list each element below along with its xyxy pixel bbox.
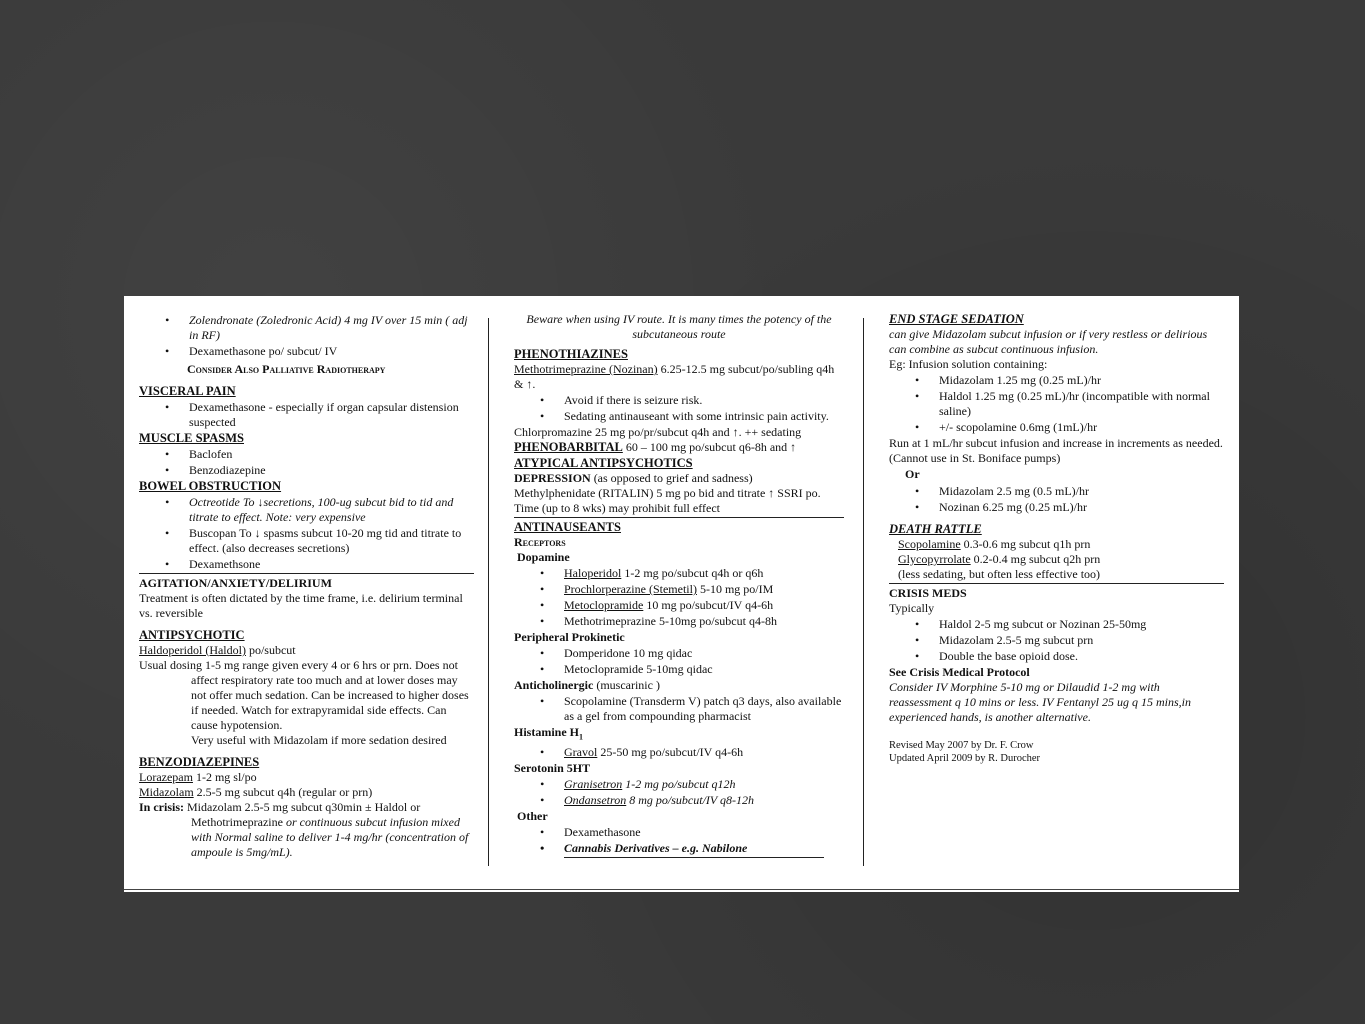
list-item: • Dexamethsone bbox=[189, 557, 474, 572]
list-item: • Double the base opioid dose. bbox=[939, 649, 1224, 664]
list-item: • Dexamethasone po/ subcut/ IV bbox=[189, 344, 474, 359]
glycopyrrolate-name: Glycopyrrolate bbox=[898, 552, 971, 566]
list-item bbox=[564, 566, 844, 581]
crisis-typically: Typically bbox=[889, 601, 935, 615]
lorazepam-line bbox=[139, 770, 474, 785]
gravol-name: Gravol bbox=[564, 745, 598, 760]
drug-dose: 8 mg po/subcut/IV q8-12h bbox=[626, 793, 755, 808]
crisis-list bbox=[889, 617, 1224, 664]
crisis-meds-heading: CRISIS MEDS bbox=[889, 586, 967, 600]
list-item: • Buscopan To ↓ spasms subcut 10-20 mg tid and titrate to effect. (also decreases secretions) bbox=[189, 526, 474, 556]
gravol-dose: 25-50 mg po/subcut/IV q4-6h bbox=[597, 745, 744, 760]
muscle-spasms-heading: MUSCLE SPASMS bbox=[139, 431, 244, 445]
list-item bbox=[564, 598, 844, 613]
crisis-text: Midazolam 2.5-5 mg subcut q30min ± Haldol or Methotrimeprazine bbox=[184, 800, 421, 829]
drug-dose: 10 mg po/subcut/IV q4-6h bbox=[643, 598, 774, 612]
sedation-list-2 bbox=[889, 484, 1224, 515]
divider bbox=[889, 583, 1224, 584]
nozinan-dose: 6.25-12.5 mg subcut/po/subling q4h & ↑. bbox=[514, 362, 835, 391]
drug-dose: Methotrimeprazine 5-10mg po/subcut q4-8h bbox=[564, 614, 777, 628]
phenobarbital-line bbox=[514, 440, 844, 455]
serotonin-label: Serotonin 5HT bbox=[514, 761, 591, 776]
depression-heading: DEPRESSION bbox=[514, 471, 591, 485]
visceral-list bbox=[139, 400, 474, 430]
updated-note: Updated April 2009 by R. Durocher bbox=[889, 753, 1041, 764]
midazolam-line bbox=[139, 785, 474, 800]
sedation-list bbox=[889, 373, 1224, 435]
glycopyrrolate-dose: 0.2-0.4 mg subcut q2h prn bbox=[970, 552, 1101, 566]
antipsychotic-heading: ANTIPSYCHOTIC bbox=[139, 628, 245, 642]
list-item bbox=[564, 614, 844, 629]
list-item: • Nozinan 6.25 mg (0.25 mL)/hr bbox=[939, 500, 1224, 515]
haldol-name: Haldoperidol (Haldol) bbox=[139, 643, 246, 657]
crisis-italic: or continuous subcut infusion mixed with Normal saline to deliver 1-4 mg/hr (concentration of ampoule is 5mg/mL). bbox=[191, 815, 469, 859]
drug-name: Haloperidol bbox=[564, 566, 622, 580]
list-item: • Scopolamine (Transderm V) patch q3 days, also available as a gel from compounding pharmacist bbox=[564, 694, 844, 724]
crisis-line bbox=[139, 800, 474, 860]
phenothiazines-list bbox=[514, 393, 844, 424]
depression-text: Methylphenidate (RITALIN) 5 mg po bid and titrate ↑ SSRI po. Time (up to 8 wks) may prohibit full effect bbox=[514, 486, 821, 515]
nozinan-line bbox=[514, 362, 844, 392]
list-item: • Dexamethasone - especially if organ capsular distension suspected bbox=[189, 400, 474, 430]
list-item: • +/- scopolamine 0.6mg (1mL)/hr bbox=[939, 420, 1224, 435]
histamine-label bbox=[514, 725, 844, 744]
sedation-eg: Eg: Infusion solution containing: bbox=[889, 357, 1048, 371]
drug-dose: 5-10 mg po/IM bbox=[696, 582, 774, 596]
other-list bbox=[514, 825, 824, 858]
spacer bbox=[889, 725, 1224, 739]
chlorpromazine-line: Chlorpromazine 25 mg po/pr/subcut q4h and ↑. ++ sedating bbox=[514, 425, 802, 439]
drug-name: Ondansetron bbox=[564, 793, 627, 808]
list-item: • Zolendronate (Zoledronic Acid) 4 mg IV over 15 min ( adj in RF) bbox=[189, 313, 474, 343]
depression-note: (as opposed to grief and sadness) bbox=[590, 471, 753, 485]
scopolamine-line bbox=[889, 537, 1224, 552]
muscle-list bbox=[139, 447, 474, 478]
depression-line bbox=[514, 471, 844, 486]
list-item bbox=[564, 745, 844, 760]
column-divider bbox=[488, 318, 489, 866]
benzodiazepines-heading: BENZODIAZEPINES bbox=[139, 755, 260, 769]
histamine-list bbox=[514, 745, 844, 760]
agitation-text: Treatment is often dictated by the time frame, i.e. delirium terminal vs. reversible bbox=[139, 591, 463, 620]
iv-route-warning: Beware when using IV route. It is many times the potency of the subcutaneous route bbox=[526, 312, 832, 341]
lorazepam-dose: 1-2 mg sl/po bbox=[192, 770, 257, 784]
glycopyrrolate-line bbox=[889, 552, 1224, 567]
nozinan-name: Methotrimeprazine (Nozinan) bbox=[514, 362, 658, 376]
lorazepam-name: Lorazepam bbox=[139, 770, 193, 784]
column-middle bbox=[514, 312, 844, 872]
midazolam-name: Midazolam bbox=[139, 785, 194, 799]
divider bbox=[514, 517, 844, 518]
list-item: • Cannabis Derivatives – e.g. Nabilone bbox=[564, 841, 824, 858]
receptors-subheading: Receptors bbox=[514, 535, 566, 549]
prokinetic-label: Peripheral Prokinetic bbox=[514, 630, 625, 644]
crisis-consider: Consider IV Morphine 5-10 mg or Dilaudid 1-2 mg with reassessment q 10 mins or less. IV Fentanyl 25 ug q 15 mins,in experienced hands, is another alternative. bbox=[889, 680, 1191, 724]
drug-dose: 1-2 mg po/subcut q12h bbox=[622, 777, 736, 792]
haldol-route: po/subcut bbox=[245, 643, 296, 657]
histamine-text: Histamine H bbox=[514, 725, 579, 739]
dopamine-label: Dopamine bbox=[517, 550, 570, 564]
reference-card bbox=[124, 296, 1239, 892]
antinauseants-heading: ANTINAUSEANTS bbox=[514, 520, 621, 534]
death-rattle-heading: DEATH RATTLE bbox=[889, 522, 982, 536]
bowel-list bbox=[139, 495, 474, 572]
drug-name: Prochlorperazine (Stemetil) bbox=[564, 582, 697, 596]
atypical-antipsychotics-heading: ATYPICAL ANTIPSYCHOTICS bbox=[514, 456, 693, 470]
top-list bbox=[139, 313, 474, 359]
antipsychotic-drug-line bbox=[139, 643, 474, 658]
list-item: • Midazolam 2.5 mg (0.5 mL)/hr bbox=[939, 484, 1224, 499]
list-item bbox=[564, 793, 844, 808]
list-item: • Haldol 2-5 mg subcut or Nozinan 25-50mg bbox=[939, 617, 1224, 632]
drug-name: Metoclopramide bbox=[564, 598, 644, 612]
list-item: • Benzodiazepine bbox=[189, 463, 474, 478]
histamine-sub: 1 bbox=[579, 732, 583, 742]
list-item: • Sedating antinauseant with some intrinsic pain activity. bbox=[564, 409, 844, 424]
anticholinergic-label: Anticholinergic bbox=[514, 678, 594, 692]
spacer bbox=[139, 621, 474, 627]
visceral-pain-heading: VISCERAL PAIN bbox=[139, 384, 236, 398]
list-item: • Haldol 1.25 mg (0.25 mL)/hr (incompatible with normal saline) bbox=[939, 389, 1224, 419]
anticholinergic-note: (muscarinic ) bbox=[593, 678, 660, 692]
serotonin-list bbox=[514, 777, 844, 808]
anticholinergic-list bbox=[514, 694, 844, 724]
column-left bbox=[139, 312, 474, 872]
haldol-dosing: Usual dosing 1-5 mg range given every 4 or 6 hrs or prn. Does not affect respiratory rate too much and at lower doses may not offer much sedation. Can be increased to higher doses if needed. Watch for extrapyramidal side effects. Can cause hypotension. bbox=[139, 658, 469, 732]
list-item: • Metoclopramide 5-10mg qidac bbox=[564, 662, 844, 677]
anticholinergic-line bbox=[514, 678, 844, 693]
death-rattle-note: (less sedating, but often less effective too) bbox=[898, 567, 1101, 581]
list-item: • Midazolam 1.25 mg (0.25 mL)/hr bbox=[939, 373, 1224, 388]
list-item bbox=[564, 582, 844, 597]
agitation-heading: AGITATION/ANXIETY/DELIRIUM bbox=[139, 576, 332, 590]
list-item: • Octreotide To ↓secretions, 100-ug subcut bid to tid and titrate to effect. Note: very expensive bbox=[189, 495, 474, 525]
dopamine-list bbox=[514, 566, 844, 629]
drug-dose: 1-2 mg po/subcut q4h or q6h bbox=[621, 566, 764, 580]
sedation-or: Or bbox=[905, 467, 920, 481]
scopolamine-dose: 0.3-0.6 mg subcut q1h prn bbox=[960, 537, 1091, 551]
phenobarbital-dose: 60 – 100 mg po/subcut q6-8h and ↑ bbox=[622, 440, 797, 454]
midazolam-dose: 2.5-5 mg subcut q4h (regular or prn) bbox=[193, 785, 373, 799]
list-item bbox=[564, 777, 844, 792]
list-item: • Midazolam 2.5-5 mg subcut prn bbox=[939, 633, 1224, 648]
sedation-run: Run at 1 mL/hr subcut infusion and increase in increments as needed. (Cannot use in St. Boniface pumps) bbox=[889, 436, 1223, 465]
prokinetic-list bbox=[514, 646, 844, 677]
drug-name: Granisetron bbox=[564, 777, 623, 792]
scopolamine-name: Scopolamine bbox=[898, 537, 961, 551]
list-item: • Baclofen bbox=[189, 447, 474, 462]
spacer bbox=[139, 748, 474, 754]
sedation-intro: can give Midazolam subcut infusion or if very restless or delirious can combine as subcut continuous infusion. bbox=[889, 327, 1208, 356]
list-item: • Dexamethasone bbox=[564, 825, 824, 840]
crisis-protocol: See Crisis Medical Protocol bbox=[889, 665, 1030, 679]
radiotherapy-note: Consider Also Palliative Radiotherapy bbox=[187, 362, 386, 376]
divider bbox=[139, 573, 474, 574]
end-stage-sedation-heading: END STAGE SEDATION bbox=[889, 312, 1024, 326]
phenothiazines-heading: PHENOTHIAZINES bbox=[514, 347, 628, 361]
list-item: • Avoid if there is seizure risk. bbox=[564, 393, 844, 408]
revised-note: Revised May 2007 by Dr. F. Crow bbox=[889, 740, 1034, 751]
crisis-label: In crisis: bbox=[139, 800, 184, 814]
column-divider bbox=[863, 318, 864, 866]
haldol-useful-note: Very useful with Midazolam if more sedation desired bbox=[191, 733, 447, 747]
phenobarbital-heading: PHENOBARBITAL bbox=[514, 440, 623, 454]
column-right bbox=[889, 312, 1224, 872]
other-label: Other bbox=[517, 809, 548, 824]
list-item: • Domperidone 10 mg qidac bbox=[564, 646, 844, 661]
bowel-obstruction-heading: BOWEL OBSTRUCTION bbox=[139, 479, 282, 493]
